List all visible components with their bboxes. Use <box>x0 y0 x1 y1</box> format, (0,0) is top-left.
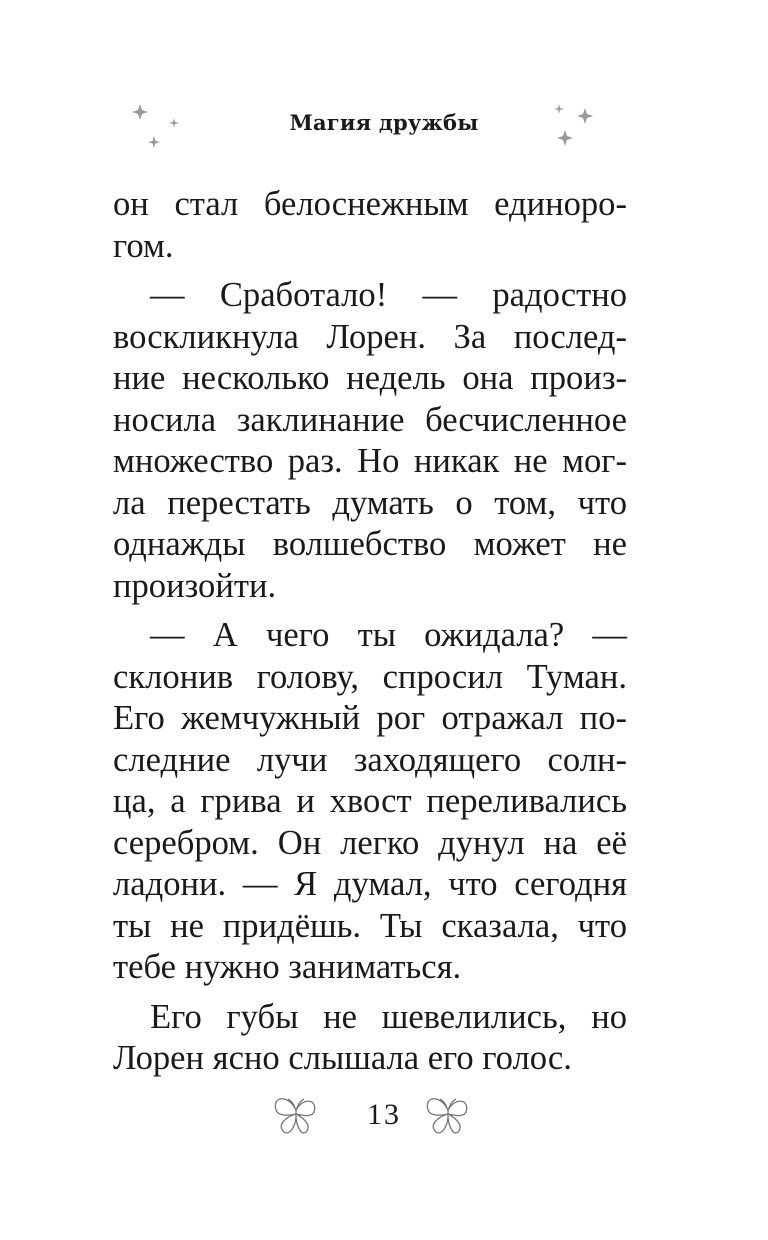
text-line: — А чего ты ожидала? — <box>150 616 627 654</box>
text-line: ла перестать думать о том, что <box>113 483 627 522</box>
text-line: склонив голову, спросил Туман. <box>113 657 627 696</box>
stars-right-icon <box>545 96 615 156</box>
paragraph-3 <box>113 615 627 989</box>
body-text <box>113 184 627 1080</box>
text-line: однажды волшебство может не <box>113 525 627 563</box>
text-line: — Сработало! — радостно <box>150 276 627 314</box>
text-line: серебром. Он легко дунул на её <box>113 823 627 862</box>
page-footer <box>0 1090 768 1150</box>
text-line: гом. <box>113 226 174 265</box>
paragraph-4 <box>113 997 627 1080</box>
text-line: множество раз. Но никак не мог- <box>113 442 627 480</box>
text-line: тебе нужно заниматься. <box>113 948 462 986</box>
text-line: ца, а грива и хвост переливались <box>113 782 627 820</box>
text-line: ладони. — Я думал, что сегодня <box>113 865 627 903</box>
page-number: 13 <box>367 1098 401 1131</box>
text-line: Его жемчужный рог отражал по- <box>113 699 627 737</box>
running-head-title: Магия дружбы <box>289 110 479 135</box>
butterfly-right-icon <box>420 1090 476 1144</box>
butterfly-left-icon <box>268 1090 324 1144</box>
text-line: произойти. <box>113 566 277 605</box>
text-line: Его губы не шевелились, но <box>150 997 627 1036</box>
text-line: он стал белоснежным единоро- <box>113 185 627 223</box>
paragraph-1 <box>113 184 627 267</box>
text-line: носила заклинание бесчисленное <box>113 400 627 439</box>
text-line: Лорен ясно слышала его голос. <box>113 1039 572 1077</box>
text-line: ты не придёшь. Ты сказала, что <box>113 906 627 945</box>
text-line: воскликнула Лорен. За послед- <box>113 317 627 356</box>
text-line: ние несколько недель она произ- <box>113 359 627 397</box>
paragraph-2 <box>113 275 627 607</box>
text-line: следние лучи заходящего солн- <box>113 740 627 779</box>
